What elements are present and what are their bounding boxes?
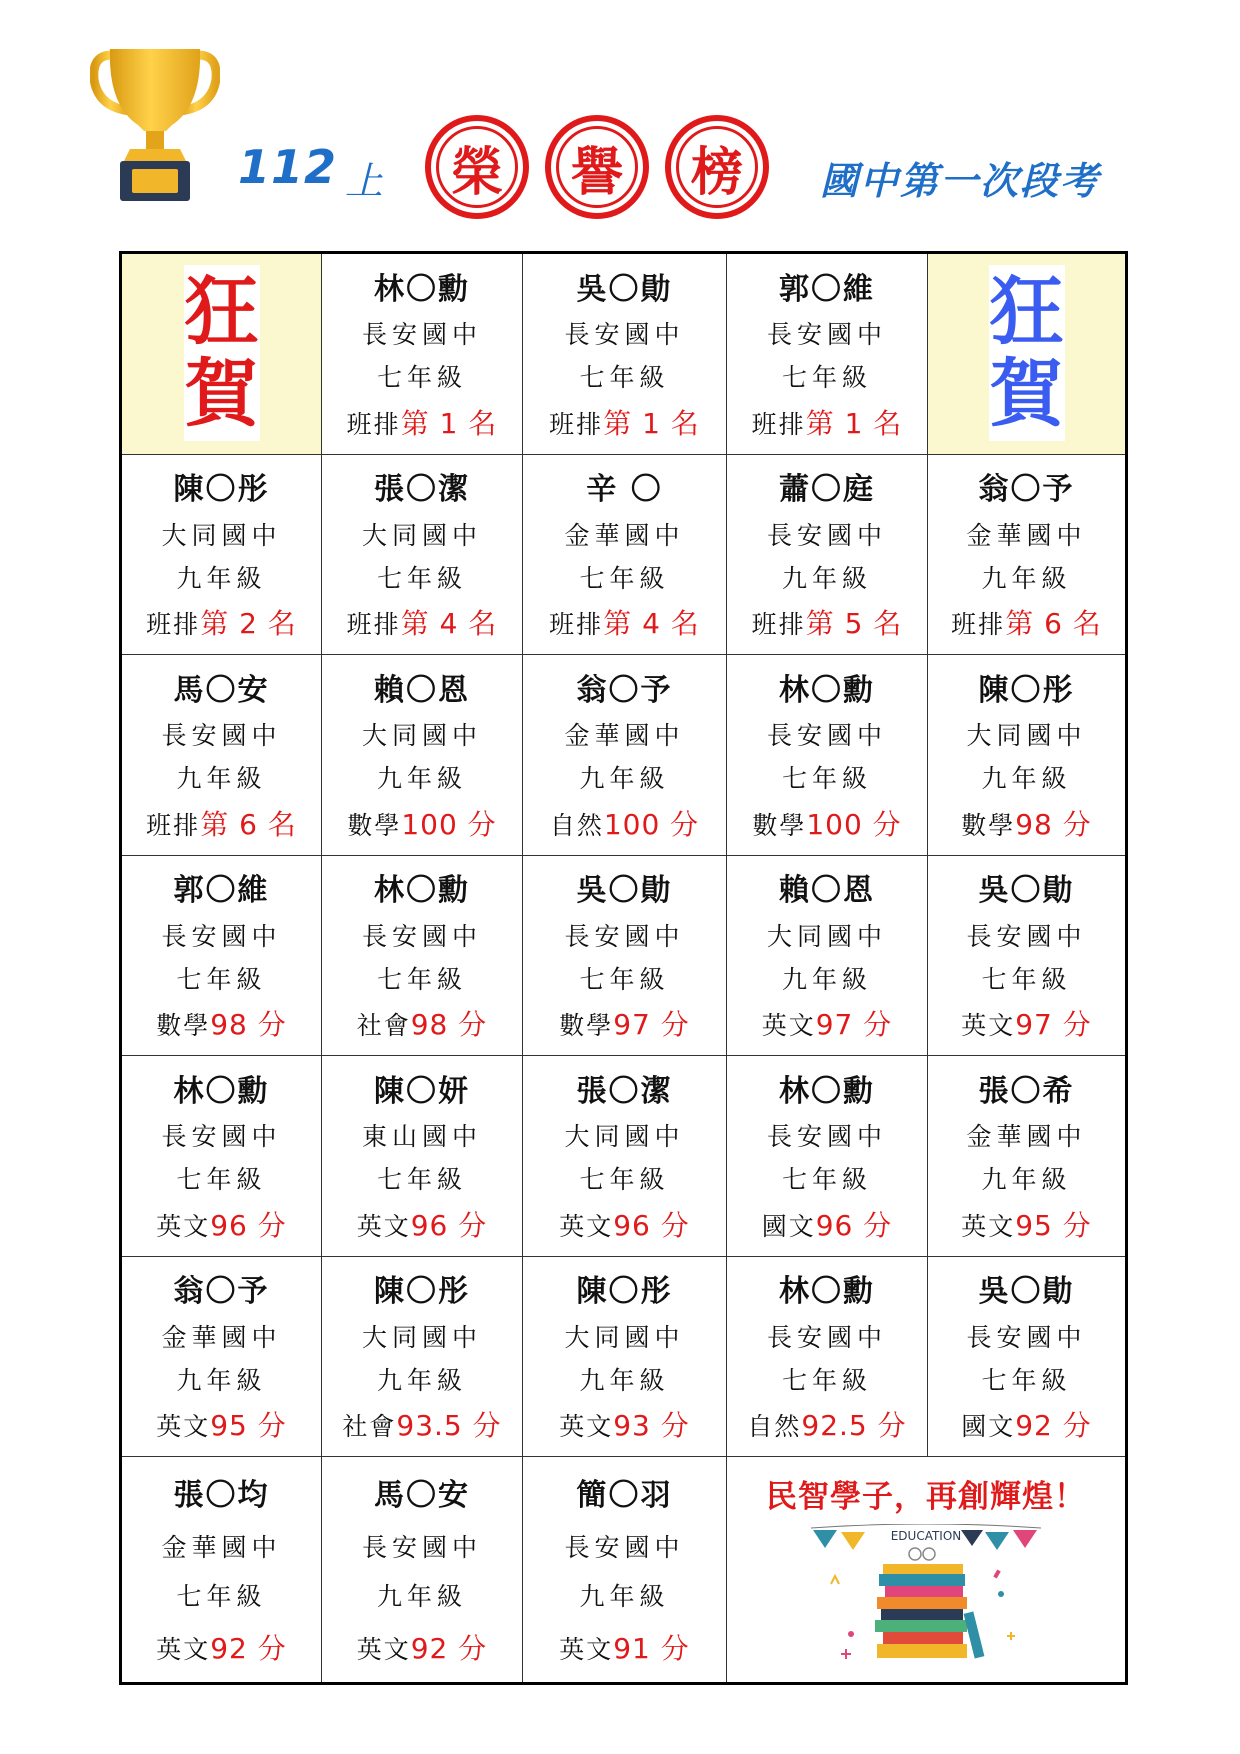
achievement-value: 96 分 [613, 1208, 690, 1242]
grade-level: 七年級 [781, 1365, 872, 1395]
achievement-value: 第 1 名 [805, 406, 903, 440]
achievement-label: 英文 [961, 1211, 1016, 1241]
congrats-char: 賀 [989, 350, 1064, 437]
achievement-value: 第 5 名 [805, 607, 903, 641]
honor-card [523, 1056, 727, 1257]
achievement [762, 1204, 893, 1244]
grade-level: 七年級 [579, 563, 670, 593]
achievement-label: 英文 [156, 1211, 211, 1241]
achievement-value: 92 分 [210, 1632, 287, 1666]
grade-level: 九年級 [376, 764, 467, 794]
grade-level: 七年級 [579, 363, 670, 393]
honor-card [523, 254, 727, 455]
school-name: 長安國中 [161, 921, 282, 951]
honor-card [322, 1257, 523, 1458]
slogan: 民智學子，再創輝煌！ [766, 1479, 1086, 1515]
school-name: 長安國中 [361, 1532, 482, 1562]
student-name: 翁〇予 [576, 672, 673, 708]
achievement-value: 93 分 [613, 1409, 690, 1443]
honor-card [727, 1056, 928, 1257]
education-books-icon [811, 1524, 1041, 1674]
achievement-label: 數學 [961, 810, 1016, 840]
achievement-label: 數學 [752, 810, 807, 840]
achievement [156, 1627, 287, 1667]
honor-card [523, 655, 727, 856]
student-name: 翁〇予 [978, 472, 1075, 508]
seal-3 [665, 115, 769, 219]
achievement-value: 92.5 分 [801, 1409, 907, 1443]
school-name: 長安國中 [161, 721, 282, 751]
achievement-value: 100 分 [806, 807, 902, 841]
school-name: 長安國中 [564, 320, 685, 350]
achievement [549, 602, 700, 642]
page-header [0, 0, 1240, 240]
grade-level: 七年級 [376, 563, 467, 593]
achievement-label: 國文 [761, 1211, 816, 1241]
honor-card [928, 1056, 1125, 1257]
school-name: 長安國中 [966, 1322, 1087, 1352]
honor-card [122, 455, 322, 656]
honor-card [727, 1257, 928, 1458]
achievement [559, 1003, 690, 1043]
achievement-value: 97 分 [815, 1008, 893, 1042]
achievement [559, 1627, 690, 1667]
grade-level: 九年級 [176, 764, 267, 794]
grade-level: 七年級 [781, 363, 872, 393]
achievement [961, 1404, 1092, 1444]
achievement-value: 93.5 分 [396, 1409, 502, 1443]
grade-level: 七年級 [981, 1365, 1072, 1395]
student-name: 張〇均 [173, 1477, 270, 1513]
achievement-label: 英文 [961, 1011, 1016, 1041]
student-name: 吳〇勛 [576, 271, 673, 307]
achievement [559, 1204, 690, 1244]
achievement [550, 803, 699, 843]
grade-level: 七年級 [376, 1165, 467, 1195]
achievement [347, 803, 496, 843]
student-name: 陳〇妍 [374, 1073, 470, 1109]
student-name: 馬〇安 [374, 1477, 470, 1513]
congrats-char: 狂 [989, 268, 1064, 355]
seal-char: 榮 [436, 126, 518, 208]
banner-text: EDUCATION [890, 1529, 962, 1543]
achievement-value: 100 分 [401, 807, 497, 841]
achievement-label: 班排 [146, 610, 201, 640]
student-name: 陳〇彤 [576, 1274, 673, 1310]
school-name: 長安國中 [766, 721, 887, 751]
student-name: 蕭〇庭 [779, 472, 875, 508]
achievement-value: 第 4 名 [603, 607, 700, 641]
achievement [951, 602, 1102, 642]
achievement [559, 1404, 690, 1444]
school-name: 大同國中 [361, 1322, 482, 1352]
honor-card [322, 655, 523, 856]
achievement-value: 97 分 [1015, 1008, 1092, 1042]
achievement-label: 自然 [549, 810, 604, 840]
honor-card [523, 856, 727, 1057]
achievement-value: 95 分 [210, 1409, 287, 1443]
achievement [347, 602, 498, 642]
student-name: 郭〇維 [779, 271, 875, 307]
achievement [357, 1003, 488, 1043]
honor-card [322, 254, 523, 455]
grade-level: 九年級 [579, 1582, 670, 1612]
achievement [752, 803, 901, 843]
school-name: 長安國中 [966, 921, 1087, 951]
achievement-label: 班排 [549, 409, 604, 439]
achievement-value: 98 分 [1015, 807, 1092, 841]
achievement-label: 班排 [549, 610, 604, 640]
honor-card [122, 655, 322, 856]
congrats-right [989, 265, 1065, 441]
achievement-value: 98 分 [410, 1008, 488, 1042]
achievement-value: 96 分 [410, 1208, 488, 1242]
achievement [342, 1404, 501, 1444]
grade-level: 七年級 [176, 1582, 267, 1612]
achievement-value: 98 分 [210, 1008, 287, 1042]
honor-card [523, 1257, 727, 1458]
congrats-char: 狂 [184, 268, 259, 355]
grade-level: 七年級 [176, 1165, 267, 1195]
school-name: 長安國中 [766, 320, 887, 350]
grade-level: 七年級 [579, 1165, 670, 1195]
achievement [146, 803, 297, 843]
semester-label: 上 [345, 159, 384, 203]
achievement-label: 國文 [961, 1412, 1016, 1442]
grade-level: 九年級 [176, 1365, 267, 1395]
congrats-left [184, 265, 260, 441]
achievement-label: 英文 [356, 1211, 411, 1241]
student-name: 林〇勳 [779, 1274, 875, 1310]
student-name: 林〇勳 [779, 672, 875, 708]
school-name: 長安國中 [766, 520, 887, 550]
year-label: 112 [238, 140, 338, 194]
grade-level: 七年級 [376, 363, 467, 393]
achievement-label: 社會 [356, 1011, 411, 1041]
honor-card [322, 856, 523, 1057]
grade-level: 七年級 [781, 1165, 872, 1195]
grade-level: 九年級 [781, 563, 872, 593]
achievement-value: 第 6 名 [200, 807, 297, 841]
seal-2 [545, 115, 649, 219]
school-name: 金華國中 [966, 520, 1087, 550]
student-name: 陳〇彤 [978, 672, 1075, 708]
school-name: 東山國中 [361, 1122, 482, 1152]
achievement-label: 社會 [342, 1412, 397, 1442]
achievement-label: 數學 [559, 1011, 614, 1041]
student-name: 翁〇予 [173, 1274, 270, 1310]
achievement-value: 第 2 名 [200, 607, 297, 641]
grade-level: 九年級 [981, 563, 1072, 593]
grade-level: 九年級 [579, 764, 670, 794]
school-name: 長安國中 [766, 1122, 887, 1152]
achievement-value: 96 分 [815, 1208, 893, 1242]
trophy-icon [90, 45, 220, 205]
achievement [357, 1204, 488, 1244]
honor-card [523, 455, 727, 656]
grade-level: 九年級 [579, 1365, 670, 1395]
congrats-left-cell [122, 254, 322, 455]
honor-card [122, 856, 322, 1057]
achievement [549, 402, 700, 442]
grade-level: 九年級 [981, 1165, 1072, 1195]
student-name: 張〇潔 [576, 1073, 673, 1109]
student-name: 張〇希 [978, 1073, 1075, 1109]
school-name: 長安國中 [766, 1322, 887, 1352]
achievement-value: 100 分 [603, 807, 700, 841]
achievement-label: 英文 [559, 1211, 614, 1241]
achievement-label: 英文 [559, 1635, 614, 1665]
seal-char: 譽 [556, 126, 638, 208]
student-name: 林〇勳 [374, 873, 470, 909]
student-name: 賴〇恩 [779, 873, 875, 909]
achievement-label: 班排 [346, 409, 401, 439]
student-name: 吳〇勛 [978, 1274, 1075, 1310]
student-name: 張〇潔 [374, 472, 470, 508]
honor-card [727, 856, 928, 1057]
school-name: 大同國中 [564, 1322, 685, 1352]
honor-card [727, 254, 928, 455]
student-name: 陳〇彤 [374, 1274, 470, 1310]
school-name: 金華國中 [161, 1532, 282, 1562]
grade-level: 九年級 [376, 1365, 467, 1395]
grade-level: 七年級 [176, 964, 267, 994]
student-name: 簡〇羽 [576, 1477, 673, 1513]
achievement-label: 班排 [346, 610, 401, 640]
honor-card [928, 455, 1125, 656]
grade-level: 九年級 [981, 764, 1072, 794]
school-name: 大同國中 [966, 721, 1087, 751]
achievement-value: 92 分 [410, 1632, 488, 1666]
honor-card [928, 856, 1125, 1057]
honor-card [122, 1056, 322, 1257]
achievement [146, 602, 297, 642]
school-name: 金華國中 [564, 520, 685, 550]
school-name: 長安國中 [361, 320, 482, 350]
achievement-label: 英文 [356, 1635, 411, 1665]
student-name: 林〇勳 [779, 1073, 875, 1109]
student-name: 辛 〇 [586, 472, 663, 508]
school-name: 大同國中 [161, 520, 282, 550]
achievement-label: 數學 [347, 810, 402, 840]
achievement [762, 1003, 893, 1043]
achievement-label: 英文 [761, 1011, 816, 1041]
achievement-value: 91 分 [613, 1632, 690, 1666]
achievement [156, 1003, 287, 1043]
school-name: 大同國中 [361, 520, 482, 550]
school-name: 長安國中 [564, 1532, 685, 1562]
achievement-value: 92 分 [1015, 1409, 1092, 1443]
achievement-value: 97 分 [613, 1008, 690, 1042]
achievement [156, 1204, 287, 1244]
achievement [961, 803, 1092, 843]
honor-card [727, 655, 928, 856]
honor-card [523, 1457, 727, 1682]
honor-board [119, 251, 1128, 1685]
student-name: 陳〇彤 [173, 472, 270, 508]
achievement [347, 402, 498, 442]
achievement-value: 第 6 名 [1005, 607, 1102, 641]
achievement [752, 402, 903, 442]
school-name: 金華國中 [161, 1322, 282, 1352]
achievement-value: 第 1 名 [400, 406, 498, 440]
seal-char: 榜 [676, 126, 758, 208]
student-name: 吳〇勛 [978, 873, 1075, 909]
achievement [961, 1003, 1092, 1043]
grade-level: 九年級 [781, 964, 872, 994]
student-name: 馬〇安 [173, 672, 270, 708]
student-name: 林〇勳 [374, 271, 470, 307]
achievement [961, 1204, 1092, 1244]
grade-level: 七年級 [376, 964, 467, 994]
achievement-label: 班排 [146, 810, 201, 840]
achievement [357, 1627, 488, 1667]
honor-card [322, 1056, 523, 1257]
achievement-label: 自然 [747, 1412, 802, 1442]
achievement-label: 班排 [951, 610, 1006, 640]
achievement-label: 英文 [156, 1635, 211, 1665]
student-name: 吳〇勛 [576, 873, 673, 909]
school-name: 大同國中 [766, 921, 887, 951]
achievement-value: 第 4 名 [400, 607, 498, 641]
achievement-value: 第 1 名 [603, 406, 700, 440]
honor-card [928, 1257, 1125, 1458]
achievement-label: 英文 [559, 1412, 614, 1442]
achievement-label: 英文 [156, 1412, 211, 1442]
grade-level: 九年級 [176, 563, 267, 593]
grade-level: 七年級 [981, 964, 1072, 994]
honor-card [322, 1457, 523, 1682]
congrats-right-cell [928, 254, 1125, 455]
school-name: 長安國中 [361, 921, 482, 951]
school-name: 長安國中 [161, 1122, 282, 1152]
grade-level: 九年級 [376, 1582, 467, 1612]
school-name: 大同國中 [564, 1122, 685, 1152]
achievement-label: 數學 [156, 1011, 211, 1041]
student-name: 賴〇恩 [374, 672, 470, 708]
school-name: 長安國中 [564, 921, 685, 951]
achievement [752, 602, 903, 642]
achievement-value: 95 分 [1015, 1208, 1092, 1242]
achievement [747, 1404, 906, 1444]
honor-card [727, 455, 928, 656]
achievement-label: 班排 [751, 610, 806, 640]
honor-card [122, 1257, 322, 1458]
honor-card [122, 1457, 322, 1682]
achievement [156, 1404, 287, 1444]
grade-level: 七年級 [781, 764, 872, 794]
seal-1 [425, 115, 529, 219]
exam-title: 國中第一次段考 [820, 158, 1101, 203]
school-name: 金華國中 [564, 721, 685, 751]
student-name: 郭〇維 [173, 873, 270, 909]
student-name: 林〇勳 [173, 1073, 270, 1109]
achievement-label: 班排 [751, 409, 806, 439]
congrats-char: 賀 [184, 350, 259, 437]
honor-card [928, 655, 1125, 856]
school-name: 大同國中 [361, 721, 482, 751]
grade-level: 七年級 [579, 964, 670, 994]
promo-cell [727, 1457, 1125, 1682]
achievement-value: 96 分 [210, 1208, 287, 1242]
school-name: 金華國中 [966, 1122, 1087, 1152]
honor-card [322, 455, 523, 656]
